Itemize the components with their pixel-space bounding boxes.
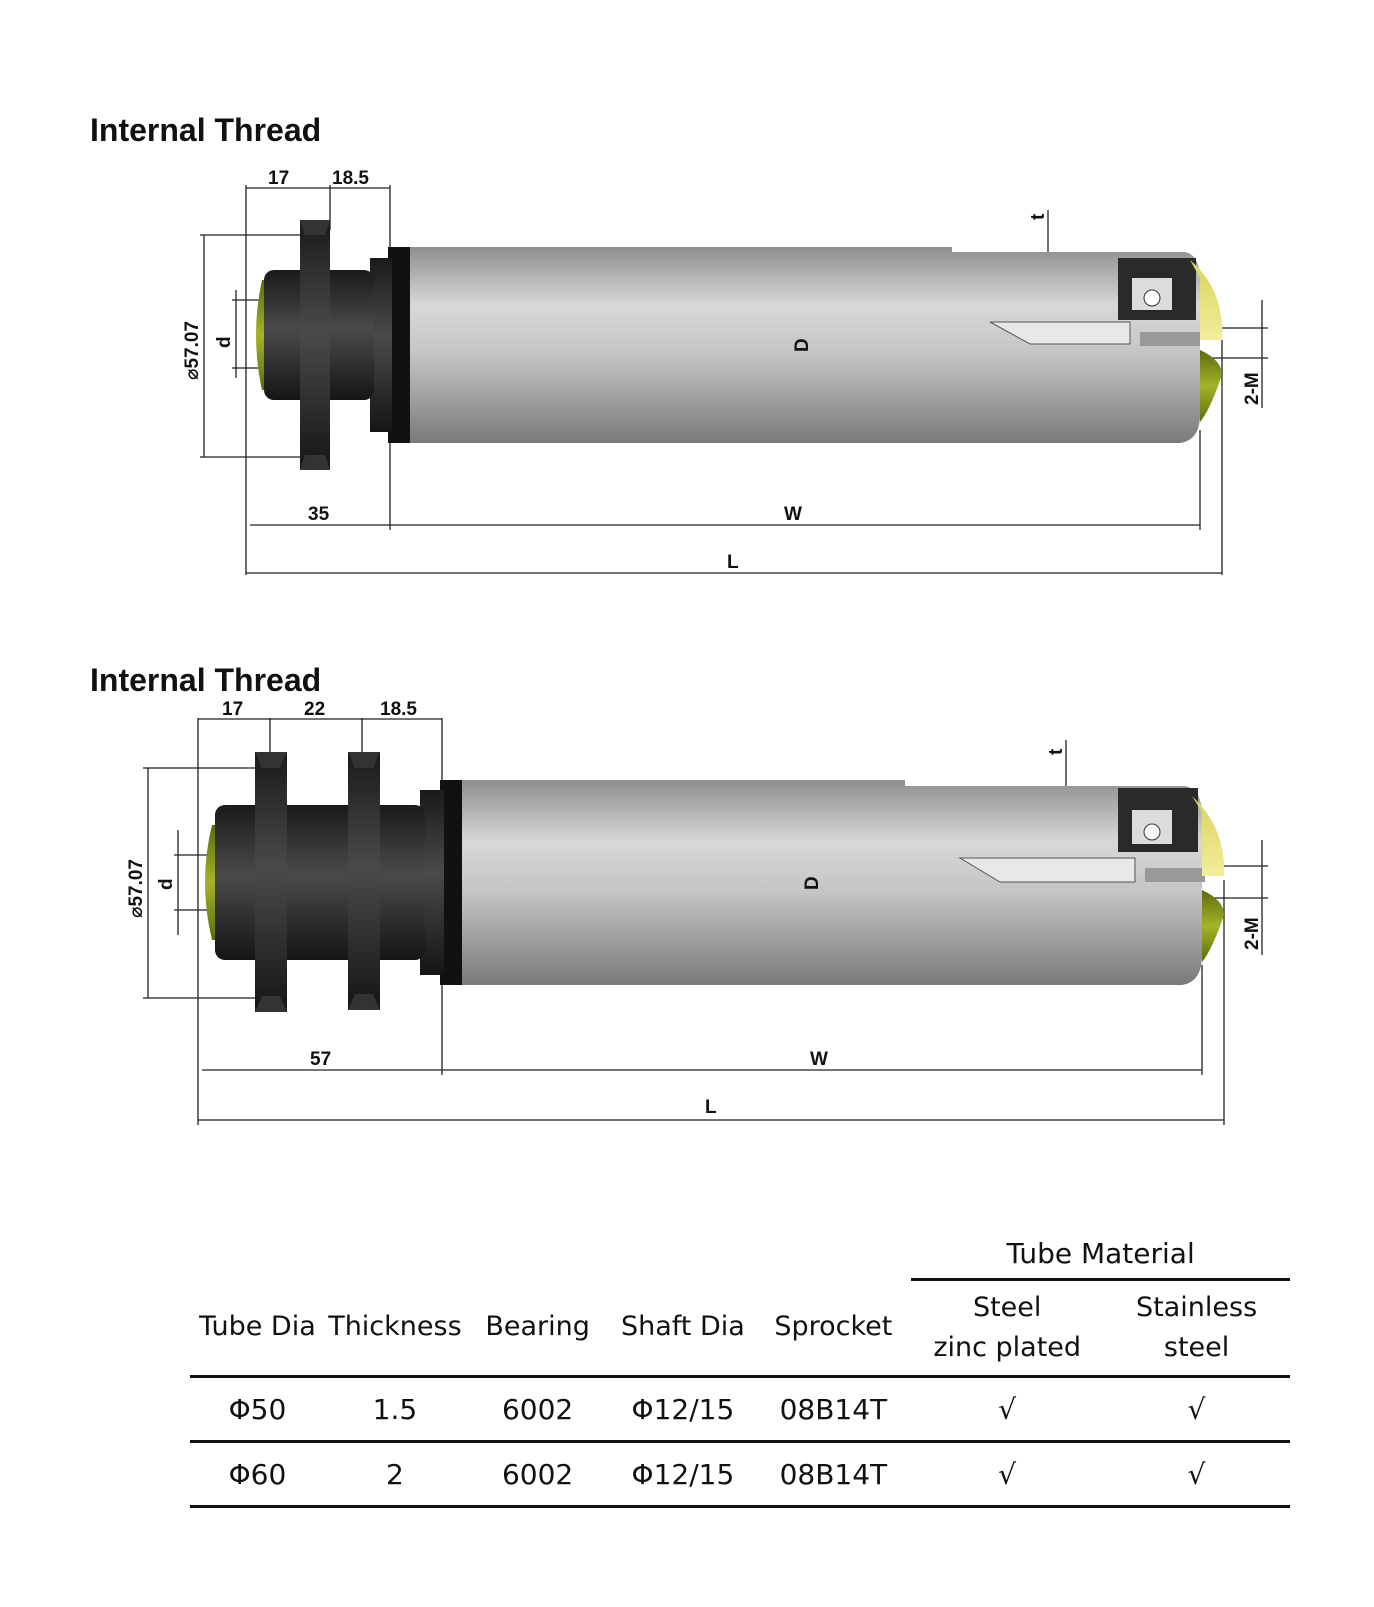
sprocket-hub (256, 220, 374, 470)
header-thickness: Thickness (325, 1280, 465, 1377)
dim-35: 35 (308, 504, 330, 525)
dim-57: 57 (310, 1049, 332, 1070)
dim-d: d (214, 336, 235, 348)
dim-22: 22 (304, 700, 326, 720)
tube-material-header: Tube Material (911, 1230, 1290, 1280)
dim-D: D (802, 876, 823, 890)
header-tube-dia: Tube Dia (190, 1280, 325, 1377)
dim-W: W (810, 1049, 828, 1070)
dim-phi-57: ⌀57.07 (126, 859, 147, 918)
cell-thickness: 1.5 (325, 1377, 465, 1442)
header-stainless-line2: steel (1163, 1332, 1230, 1363)
dim-2-M: 2-M (1242, 372, 1263, 405)
table-row (190, 1377, 1290, 1442)
section-title-2: Internal Thread (90, 662, 322, 698)
header-bearing: Bearing (465, 1280, 610, 1377)
dim-L: L (705, 1097, 717, 1118)
cell-shaft-dia: Φ12/15 (610, 1442, 755, 1507)
dim-17: 17 (268, 168, 290, 189)
dim-D: D (792, 338, 813, 352)
header-steel-zinc (911, 1280, 1103, 1377)
roller-drawing-single-sprocket (0, 160, 1374, 600)
section-title-1: Internal Thread (90, 112, 322, 148)
cell-stainless: √ (1103, 1377, 1290, 1442)
dim-t: t (1046, 748, 1067, 755)
header-shaft-dia: Shaft Dia (610, 1280, 755, 1377)
cell-tube-dia: Φ60 (190, 1442, 325, 1507)
cell-stainless: √ (1103, 1442, 1290, 1507)
dim-t: t (1028, 213, 1049, 220)
cell-shaft-dia: Φ12/15 (610, 1377, 755, 1442)
cell-steel-zinc: √ (911, 1377, 1103, 1442)
dim-d: d (156, 878, 177, 890)
cell-thickness: 2 (325, 1442, 465, 1507)
dim-L: L (727, 552, 739, 573)
cell-steel-zinc: √ (911, 1442, 1103, 1507)
roller-drawing-double-sprocket (0, 700, 1374, 1140)
cell-bearing: 6002 (465, 1377, 610, 1442)
dim-phi-57: ⌀57.07 (182, 321, 203, 380)
cell-tube-dia: Φ50 (190, 1377, 325, 1442)
dim-W: W (784, 504, 802, 525)
cell-sprocket: 08B14T (756, 1442, 912, 1507)
dim-2-M: 2-M (1242, 917, 1263, 950)
header-stainless-line1: Stainless (1136, 1292, 1258, 1323)
dim-18-5: 18.5 (380, 700, 417, 720)
dim-18-5: 18.5 (332, 168, 369, 189)
dim-17: 17 (222, 700, 244, 720)
header-steel-line2: zinc plated (933, 1332, 1082, 1363)
table-row (190, 1442, 1290, 1507)
cell-bearing: 6002 (465, 1442, 610, 1507)
spec-table (190, 1230, 1290, 1508)
header-steel-line1: Steel (972, 1292, 1042, 1323)
cell-sprocket: 08B14T (756, 1377, 912, 1442)
sprocket-hub (205, 752, 425, 1012)
header-sprocket: Sprocket (756, 1280, 912, 1377)
table-spacer (190, 1230, 911, 1280)
header-stainless (1103, 1280, 1290, 1377)
